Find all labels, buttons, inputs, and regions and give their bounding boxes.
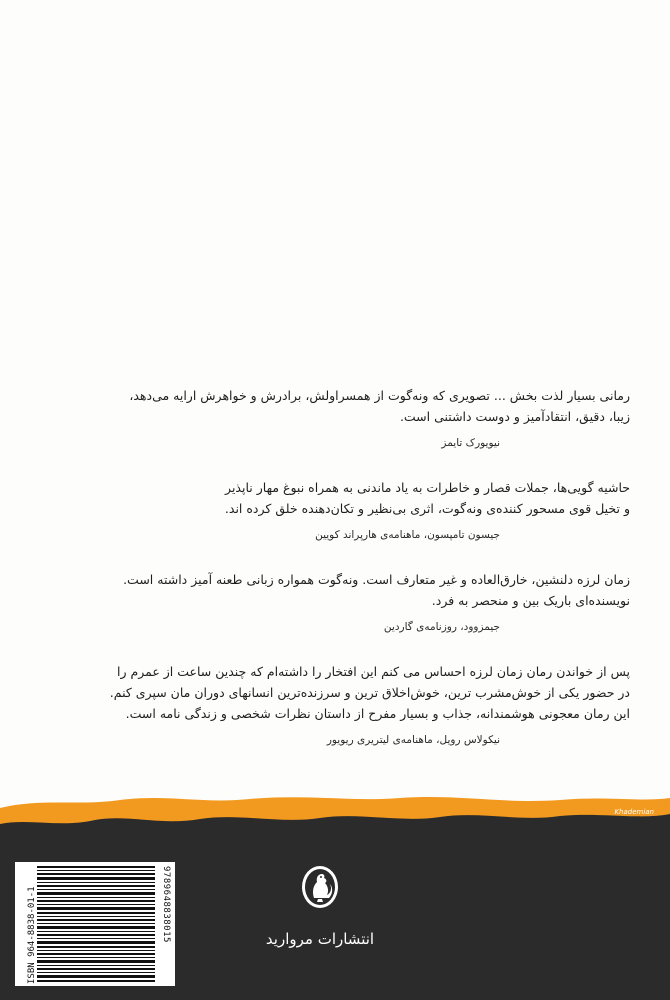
blurb-line: نویسنده‌ای باریک بین و منحصر به فرد. (431, 593, 630, 608)
blurb-3 (30, 569, 630, 635)
blurb-line: پس از خواندن رمان زمان لرزه احساس می کنم این افتخار را داشته‌ام که چندین ساعت از عمرم را (116, 664, 630, 679)
blurb-text (30, 569, 630, 611)
blurb-text (30, 661, 630, 724)
barcode-bars (37, 866, 155, 982)
isbn-label-container (19, 862, 37, 986)
blurb-line: زمان لرزه دلنشین، خارق‌العاده و غیر متعارف است. ونه‌گوت همواره زبانی طعنه آمیز داشته است. (123, 572, 630, 587)
blurb-2 (30, 477, 630, 543)
blurb-line: و تخیل قوی مسحور کننده‌ی ونه‌گوت، اثری بی‌نظیر و تکان‌دهنده خلق کرده اند. (224, 501, 630, 516)
blurb-text (30, 385, 630, 427)
blurb-source: نیکولاس رویل، ماهنامه‌ی لیتریری ریویور (326, 734, 500, 746)
blurb-source: جیمزوود، روزنامه‌ی گاردین (383, 621, 500, 633)
isbn-label: ISBN 964-8838-01-1 (27, 886, 37, 984)
blurb-line: این رمان معجونی هوشمندانه، جذاب و بسیار مفرح از داستان نظرات شخصی و زندگی نامه است. (125, 706, 630, 721)
blurb-line: در حضور یکی از خوش‌مشرب ترین، خوش‌اخلاق ترین و سرزنده‌ترین انسانهای دوران مان سپری کنم. (109, 685, 630, 700)
blurb-source: نیویورک تایمز (441, 437, 500, 449)
blurb-source: جیسون تامپسون، ماهنامه‌ی هارپراند کویین (315, 529, 500, 541)
blurb-1 (30, 385, 630, 451)
blurb-text (30, 477, 630, 519)
ean-number-container (157, 862, 173, 986)
blurb-line: رمانی بسیار لذت بخش ... تصویری که ونه‌گوت از همسراولش، برادرش و خواهرش ارایه می‌دهد، (129, 388, 630, 403)
blurb-line: حاشیه گویی‌ها، جملات قصار و خاطرات به یاد ماندنی به همراه نبوغ مهار ناپذیر (225, 480, 630, 495)
blurb-4 (30, 661, 630, 748)
review-blurbs (30, 385, 630, 774)
isbn-barcode (15, 862, 175, 986)
ean-number: 9789648838015 (161, 866, 171, 943)
rooster-seal-icon (300, 864, 340, 910)
designer-credit: Khademian (614, 808, 654, 816)
blurb-line: زیبا، دقیق، انتقادآمیز و دوست داشتنی است. (399, 409, 630, 424)
publisher-name: انتشارات مروارید (265, 930, 375, 948)
